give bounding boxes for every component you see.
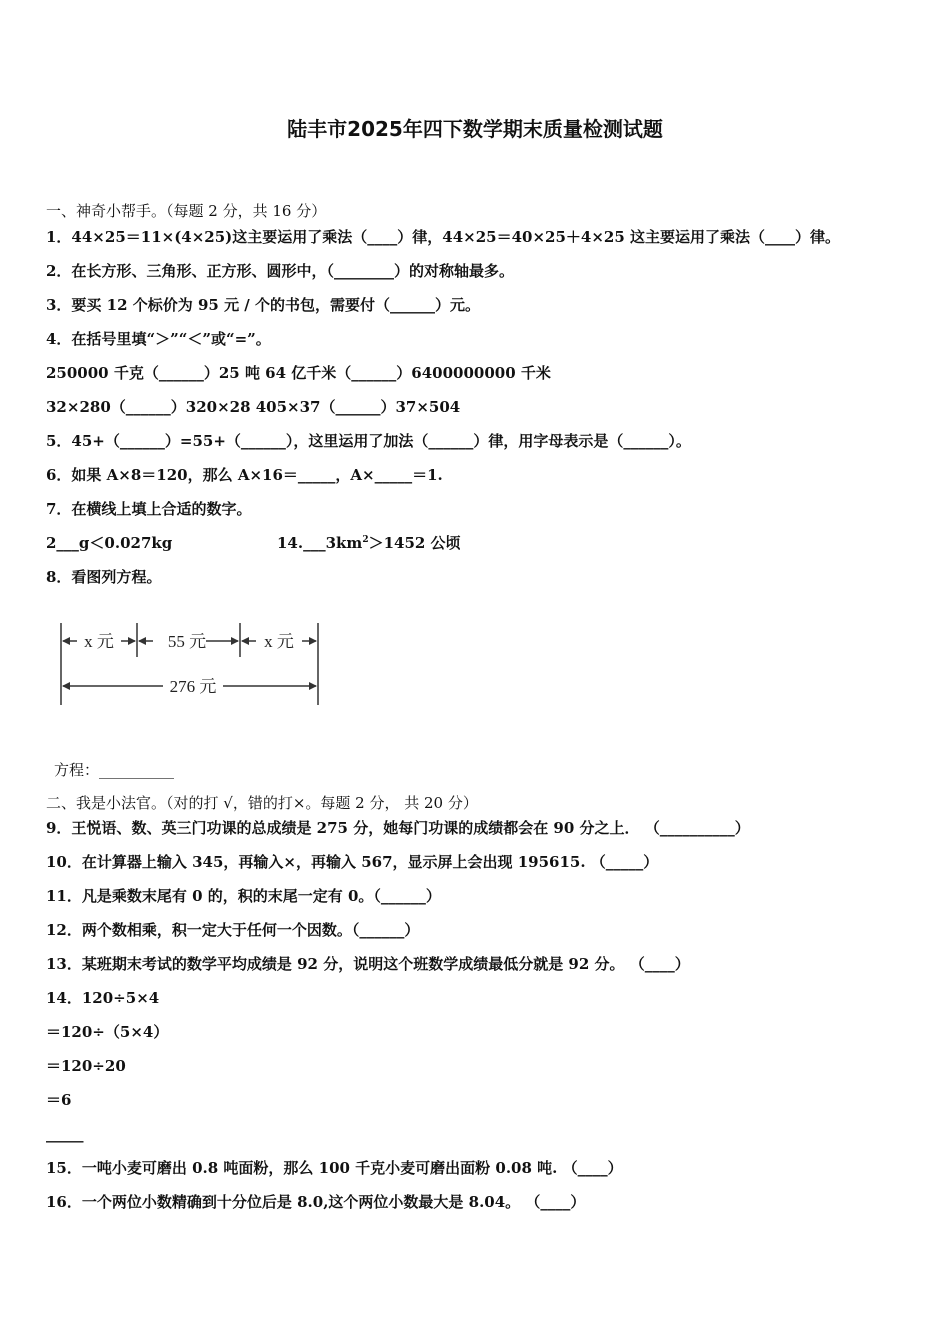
question-14-step-3: ＝6 xyxy=(46,1091,72,1109)
question-12: 12．两个数相乘，积一定大于任何一个因数。（______） xyxy=(46,921,420,939)
question-4-row-1: 250000 千克（______）25 吨 64 亿千米（______）6400000000 千米 xyxy=(46,364,551,382)
question-7-part-b-value: 14.___3km xyxy=(277,534,363,552)
question-11: 11．凡是乘数末尾有 0 的，积的末尾一定有 0。（______） xyxy=(46,887,441,905)
question-15: 15．一吨小麦可磨出 0.8 吨面粉，那么 100 千克小麦可磨出面粉 0.08 吨. （____） xyxy=(46,1159,623,1177)
page-title: 陆丰市2025年四下数学期末质量检测试题 xyxy=(287,117,663,141)
total-label: 276 元 xyxy=(169,677,217,696)
question-14-step-2: ＝120÷20 xyxy=(46,1057,126,1075)
question-13: 13．某班期末考试的数学平均成绩是 92 分，说明这个班数学成绩最低分就是 92 分。 （____） xyxy=(46,955,690,973)
question-9: 9．王悦语、数、英三门功课的总成绩是 275 分，她每门功课的成绩都会在 90 分之上． （__________） xyxy=(46,819,750,837)
question-7-part-b xyxy=(277,534,461,552)
section2-header: 二、我是小法官。（对的打 √，错的打×。每题 2 分， 共 20 分） xyxy=(46,794,478,812)
question-10: 10．在计算器上输入 345，再输入×，再输入 567，显示屏上会出现 195615. （_____） xyxy=(46,853,659,871)
question-14-answer-blank[interactable]: _____ xyxy=(46,1125,84,1143)
question-16: 16．一个两位小数精确到十分位后是 8.0,这个两位小数最大是 8.04。 （____） xyxy=(46,1193,586,1211)
equation-blank[interactable]: 方程：__________ xyxy=(54,761,175,779)
question-8: 8．看图列方程。 xyxy=(46,568,162,586)
question-7-part-a: 2___g＜0.027kg xyxy=(46,534,173,552)
question-7: 7．在横线上填上合适的数字。 xyxy=(46,500,252,518)
question-14-step-1: ＝120÷（5×4） xyxy=(46,1023,169,1041)
line-segment-diagram xyxy=(55,615,325,710)
segment-label-55: 55 元 xyxy=(167,632,207,651)
question-3: 3．要买 12 个标价为 95 元 / 个的书包，需要付（______）元。 xyxy=(46,296,480,314)
superscript: 2 xyxy=(362,535,369,545)
question-2: 2．在长方形、三角形、正方形、圆形中，（________）的对称轴最多。 xyxy=(46,262,514,280)
question-7-part-b-unit: ＞1452 公顷 xyxy=(368,534,461,552)
question-6: 6．如果 A×8＝120，那么 A×16＝_____，A×_____＝1. xyxy=(46,466,443,484)
question-4: 4．在括号里填“＞”“＜”或“=”。 xyxy=(46,330,271,348)
section1-header: 一、神奇小帮手。（每题 2 分，共 16 分） xyxy=(46,202,327,220)
question-1: 1．44×25＝11×(4×25)这主要运用了乘法（____）律，44×25＝40×25＋4×25 这主要运用了乘法（____）律。 xyxy=(46,228,841,246)
question-14: 14．120÷5×4 xyxy=(46,989,160,1007)
segment-label-x-1: x 元 xyxy=(84,632,114,651)
segment-label-x-2: x 元 xyxy=(264,632,294,651)
question-5: 5．45+（______）=55+（______），这里运用了加法（______）律，用字母表示是（______）。 xyxy=(46,432,691,450)
question-4-row-2: 32×280（______）320×28 405×37（______）37×504 xyxy=(46,398,461,416)
